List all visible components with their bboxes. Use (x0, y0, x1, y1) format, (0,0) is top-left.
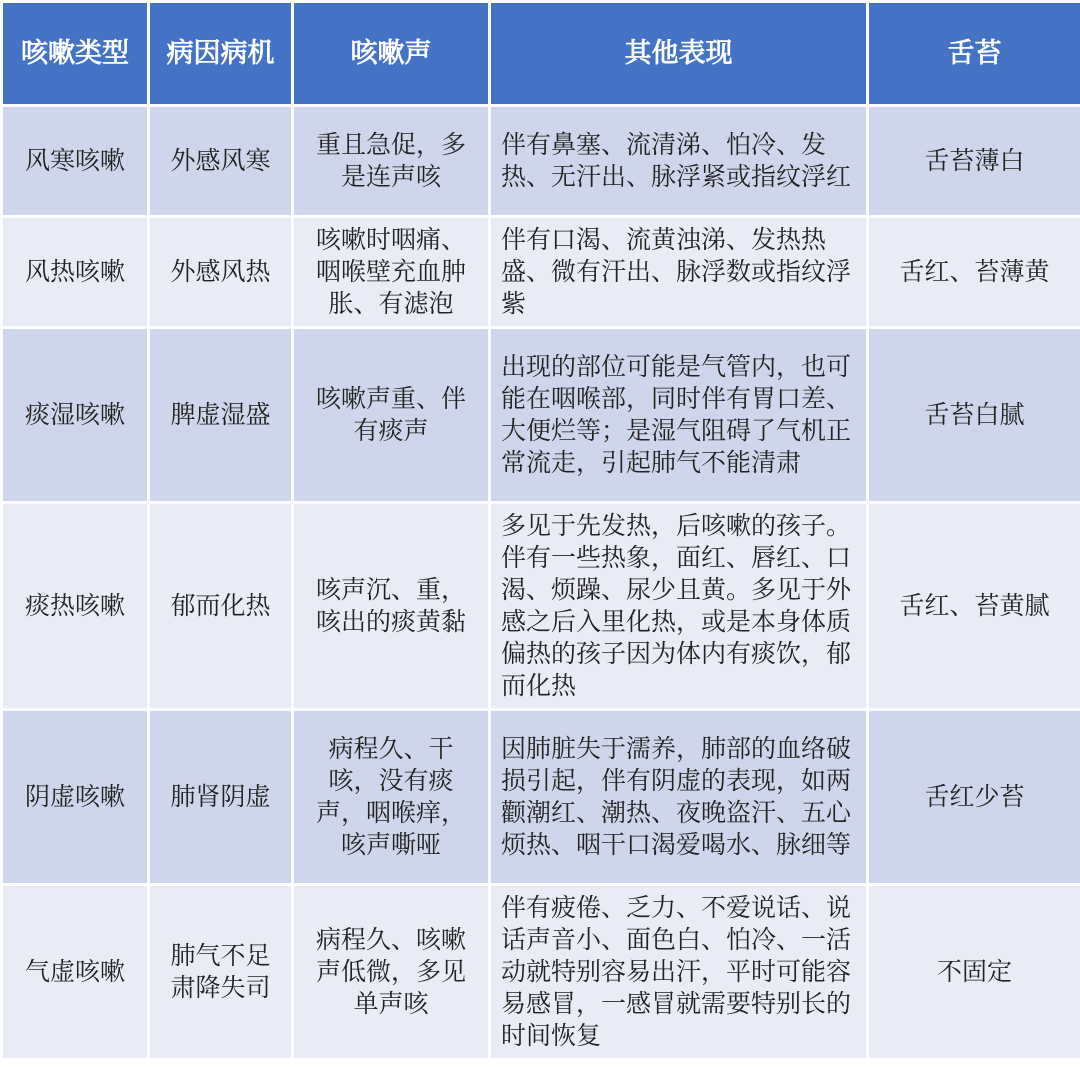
cell-cause: 肺气不足肃降失司 (149, 885, 293, 1060)
cell-cause: 肺肾阴虚 (149, 710, 293, 885)
cell-sound: 病程久、咳嗽声低微，多见单声咳 (293, 885, 490, 1060)
cell-sound: 咳嗽时咽痛、咽喉壁充血肿胀、有滤泡 (293, 217, 490, 328)
cell-other: 出现的部位可能是气管内，也可能在咽喉部，同时伴有胃口差、大便烂等；是湿气阻碍了气机正常流走，引起肺气不能清肃 (490, 328, 868, 503)
cell-cause: 外感风寒 (149, 106, 293, 217)
table-row (2, 503, 1080, 710)
cell-cause: 外感风热 (149, 217, 293, 328)
cell-tongue: 舌红、苔薄黄 (868, 217, 1080, 328)
cell-sound: 病程久、干咳，没有痰声，咽喉痒，咳声嘶哑 (293, 710, 490, 885)
cell-tongue: 不固定 (868, 885, 1080, 1060)
header-cough-sound: 咳嗽声 (293, 2, 490, 106)
table-row (2, 328, 1080, 503)
cell-other: 伴有疲倦、乏力、不爱说话、说话声音小、面色白、怕冷、一活动就特别容易出汗，平时可能容易感冒，一感冒就需要特别长的时间恢复 (490, 885, 868, 1060)
cell-other: 因肺脏失于濡养，肺部的血络破损引起，伴有阴虚的表现，如两颧潮红、潮热、夜晚盗汗、五心烦热、咽干口渴爱喝水、脉细等 (490, 710, 868, 885)
cell-tongue: 舌红、苔黄腻 (868, 503, 1080, 710)
table-row (2, 710, 1080, 885)
cell-tongue: 舌苔白腻 (868, 328, 1080, 503)
cell-type: 风热咳嗽 (2, 217, 149, 328)
header-cough-type: 咳嗽类型 (2, 2, 149, 106)
cell-type: 痰热咳嗽 (2, 503, 149, 710)
cell-type: 阴虚咳嗽 (2, 710, 149, 885)
cell-other: 伴有口渴、流黄浊涕、发热热盛、微有汗出、脉浮数或指纹浮紫 (490, 217, 868, 328)
header-row (2, 2, 1080, 106)
cell-other: 多见于先发热，后咳嗽的孩子。伴有一些热象，面红、唇红、口渴、烦躁、尿少且黄。多见于外感之后入里化热，或是本身体质偏热的孩子因为体内有痰饮，郁而化热 (490, 503, 868, 710)
cell-tongue: 舌苔薄白 (868, 106, 1080, 217)
header-tongue-coating: 舌苔 (868, 2, 1080, 106)
header-cause: 病因病机 (149, 2, 293, 106)
cell-type: 痰湿咳嗽 (2, 328, 149, 503)
cell-type: 气虚咳嗽 (2, 885, 149, 1060)
table-row (2, 106, 1080, 217)
cell-type: 风寒咳嗽 (2, 106, 149, 217)
header-other-signs: 其他表现 (490, 2, 868, 106)
cell-sound: 咳声沉、重，咳出的痰黄黏 (293, 503, 490, 710)
table-row (2, 885, 1080, 1060)
cell-sound: 重且急促，多是连声咳 (293, 106, 490, 217)
table-row (2, 217, 1080, 328)
cell-cause: 脾虚湿盛 (149, 328, 293, 503)
cell-other: 伴有鼻塞、流清涕、怕冷、发热、无汗出、脉浮紧或指纹浮红 (490, 106, 868, 217)
cell-sound: 咳嗽声重、伴有痰声 (293, 328, 490, 503)
cell-cause: 郁而化热 (149, 503, 293, 710)
cell-tongue: 舌红少苔 (868, 710, 1080, 885)
